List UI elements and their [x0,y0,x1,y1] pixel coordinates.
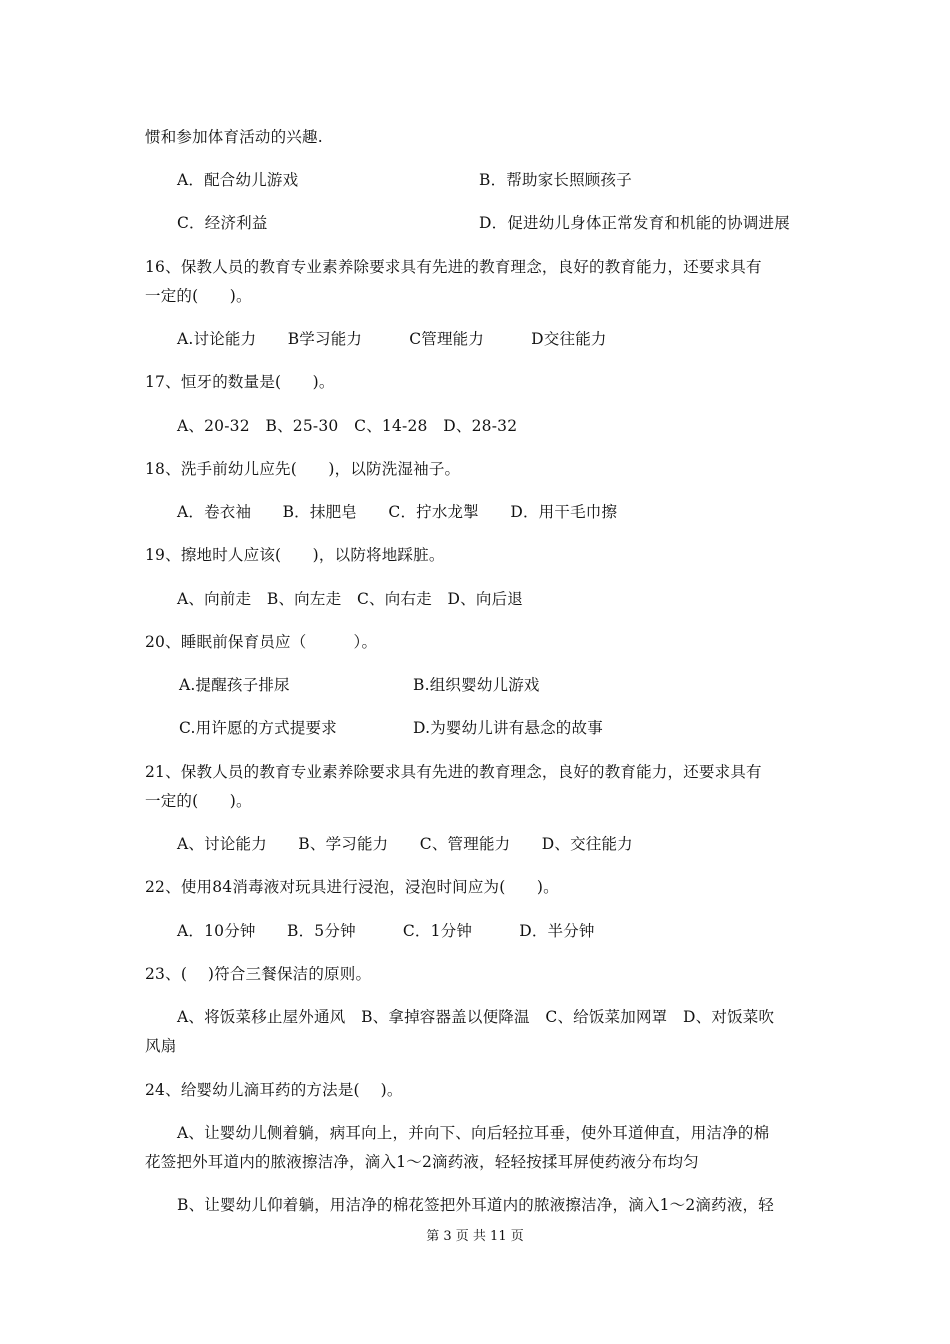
option-b: B.组织婴幼儿游戏 [413,676,540,694]
question-24: 24、给婴幼儿滴耳药的方法是( )。 [145,1081,403,1099]
question-21-options: A、讨论能力 B、学习能力 C、管理能力 D、交往能力 [177,835,633,853]
question-22-options: A．10分钟 B．5分钟 C．1分钟 D．半分钟 [177,922,595,940]
question-17-options: A、20-32 B、25-30 C、14-28 D、28-32 [177,417,518,435]
question-18: 18、洗手前幼儿应先( )，以防洗湿袖子。 [145,460,461,478]
option-c: C.用许愿的方式提要求 [179,719,337,737]
question-20: 20、睡眠前保育员应（ ）。 [145,633,378,651]
page-footer: 第 3 页 共 11 页 [426,1229,524,1244]
option-b: B、让婴幼儿仰着躺，用洁净的棉花签把外耳道内的脓液擦洁净，滴入1～2滴药液，轻 [177,1196,774,1214]
option-d: D.为婴幼儿讲有悬念的故事 [413,719,603,737]
question-23: 23、( )符合三餐保洁的原则。 [145,965,372,983]
question-19-options: A、向前走 B、向左走 C、向右走 D、向后退 [177,590,523,608]
question-21: 21、保教人员的教育专业素养除要求具有先进的教育理念，良好的教育能力，还要求具有 [145,763,762,781]
option-a: A.提醒孩子排尿 [179,676,290,694]
question-22: 22、使用84消毒液对玩具进行浸泡，浸泡时间应为( )。 [145,878,559,896]
question-21-cont: 一定的( )。 [145,792,252,810]
question-19: 19、擦地时人应该( )，以防将地踩脏。 [145,546,445,564]
option-a-cont: 花签把外耳道内的脓液擦洁净，滴入1～2滴药液，轻轻按揉耳屏使药液分布均匀 [145,1153,699,1171]
question-17: 17、恒牙的数量是( )。 [145,373,335,391]
question-18-options: A．卷衣袖 B．抹肥皂 C．拧水龙掣 D．用干毛巾擦 [177,503,618,521]
question-23-options-cont: 风扇 [145,1037,177,1055]
option-a: A．配合幼儿游戏 [177,171,299,189]
question-23-options: A、将饭菜移止屋外通风 B、拿掉容器盖以便降温 C、给饭菜加网罩 D、对饭菜吹 [177,1008,775,1026]
question-16: 16、保教人员的教育专业素养除要求具有先进的教育理念，良好的教育能力，还要求具有 [145,258,762,276]
option-b: B．帮助家长照顾孩子 [479,171,632,189]
text-line: 惯和参加体育活动的兴趣. [145,128,323,146]
option-c: C．经济利益 [177,214,268,232]
question-16-options: A.讨论能力 B学习能力 C管理能力 D交往能力 [177,330,607,348]
option-a: A、让婴幼儿侧着躺，病耳向上，并向下、向后轻拉耳垂，使外耳道伸直，用洁净的棉 [177,1124,770,1142]
question-16-cont: 一定的( )。 [145,287,252,305]
option-d: D．促进幼儿身体正常发育和机能的协调进展 [479,214,790,232]
